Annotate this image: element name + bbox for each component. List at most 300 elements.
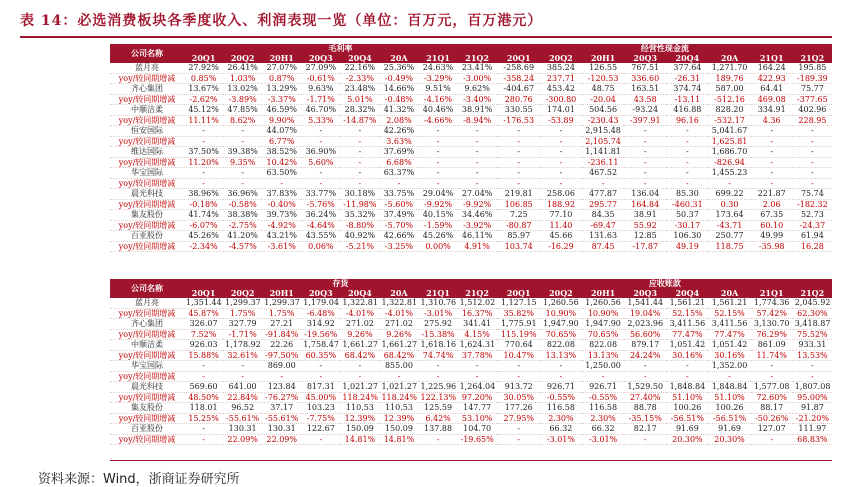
table-cell: 35.32% [340, 210, 379, 221]
table-cell: 341.41 [458, 319, 497, 330]
table-cell: 2.06 [751, 199, 793, 210]
table-cell: 3,418.87 [794, 319, 831, 328]
table-cell: 37.83% [262, 189, 301, 200]
table-cell: 38.91% [458, 105, 497, 116]
table-cell: 91.69 [666, 424, 708, 435]
company-row [110, 84, 832, 95]
table-cell: -0.40% [262, 199, 301, 210]
table-cell: - [340, 371, 379, 382]
period-header: 20A [379, 288, 418, 298]
table-cell: 5,041.67 [708, 126, 750, 137]
table-cell: 45.12% [184, 105, 223, 116]
table-cell: 123.84 [262, 382, 301, 393]
table-cell: - [223, 126, 262, 137]
table-cell: 64.41 [751, 84, 793, 95]
table-cell: -91.84% [262, 329, 301, 340]
yoy-row [110, 157, 832, 168]
company-name: 百亚股份 [110, 231, 184, 242]
table-cell: -3.01% [419, 308, 458, 319]
company-row [110, 424, 832, 435]
table-cell: 1,264.04 [459, 382, 496, 391]
table-cell: 85.97 [498, 231, 540, 242]
yoy-label: yoy/较同期增减 [110, 178, 184, 189]
table-cell: 1,561.21 [708, 298, 750, 308]
table-cell: 4.91% [458, 241, 497, 252]
period-header: 20H1 [582, 53, 624, 63]
table-cell: 2.30% [540, 413, 582, 424]
table-cell: -56.51% [666, 413, 708, 424]
table-cell: -176.53 [498, 115, 540, 126]
group-header-gross-margin: 毛利率 [184, 44, 497, 53]
table-cell: 27.04% [458, 189, 497, 200]
group-header-inventory: 存货 [184, 279, 497, 288]
yoy-row [110, 308, 832, 319]
table-cell: 48.75 [582, 84, 624, 95]
table-cell: - [666, 371, 708, 382]
table-cell: -30.17 [666, 220, 708, 231]
company-row [110, 63, 832, 73]
company-name: 蓝月亮 [110, 63, 184, 73]
company-row [110, 361, 832, 372]
company-name: 晨光科技 [110, 382, 184, 393]
table-cell: - [751, 168, 793, 179]
table-cell: 44.07% [262, 126, 301, 137]
table-cell: 87.45 [582, 241, 624, 252]
table-cell: - [223, 168, 262, 179]
table-bottom-rule [110, 460, 832, 461]
table-cell: 75.74 [793, 189, 832, 200]
table-cell: - [458, 157, 497, 168]
company-row [110, 147, 832, 158]
table-cell: 16.37% [458, 308, 497, 319]
table-cell: -4.16% [419, 94, 458, 105]
period-header: 20Q1 [184, 53, 223, 63]
table-cell: 1,021.27 [381, 382, 418, 391]
table-cell: 4.36 [751, 115, 793, 126]
table-cell: 767.51 [624, 63, 666, 73]
table-cell: -0.55% [540, 392, 582, 403]
table-cell: 913.72 [498, 382, 540, 393]
table-cell: 36.90% [301, 147, 340, 158]
company-name: 维达国际 [110, 147, 184, 158]
table-cell: 33.75% [379, 189, 418, 200]
table-cell: 1,529.50 [624, 382, 666, 393]
table-cell: -0.48% [379, 94, 418, 105]
table-cell: 33.77% [301, 189, 340, 200]
company-row [110, 403, 832, 414]
table-cell: -4.01% [379, 308, 418, 319]
table-cell: 38.91 [624, 210, 666, 221]
table-cell: - [184, 126, 223, 137]
table-cell: 27.40% [624, 392, 666, 403]
table-cell: - [624, 168, 666, 179]
table-cell: 1,455.23 [708, 168, 750, 179]
table-cell: - [340, 168, 379, 179]
table-cell: 116.58 [582, 403, 624, 414]
table-cell: 43.55% [301, 231, 340, 242]
table-cell: -80.87 [498, 220, 540, 231]
table-cell: -397.91 [624, 115, 666, 126]
table-cell: - [301, 434, 340, 445]
table-cell: 0.06% [301, 241, 340, 252]
period-header: 20Q4 [340, 288, 379, 298]
table-cell: -4.57% [223, 241, 262, 252]
table-cell: 52.15% [666, 308, 708, 319]
table-cell: 1,127.15 [498, 298, 540, 308]
table-cell: 26.41% [223, 63, 262, 73]
table-cell: 29.04% [419, 189, 458, 200]
table-cell: 250.77 [708, 231, 750, 242]
table-cell: 118.01 [184, 403, 223, 414]
period-header: 20H1 [582, 288, 624, 298]
table-cell: 13.67% [184, 84, 223, 95]
table-cell: 32.61% [223, 350, 262, 361]
table-cell: 22.84% [223, 392, 262, 403]
table-cell: 57.42% [751, 308, 793, 319]
table-cell: 23.41% [458, 63, 497, 73]
table-cell: 42.66% [379, 231, 418, 242]
table-cell: 163.51 [624, 84, 666, 95]
table-cell: -53.89 [540, 115, 582, 126]
table-cell: 330.55 [498, 105, 540, 116]
table-cell: -5.76% [301, 199, 340, 210]
table-cell: 12.39% [340, 413, 379, 424]
table-cell: 469.08 [751, 94, 793, 105]
company-name: 恒安国际 [110, 126, 184, 137]
table-cell: 1,141.81 [582, 147, 624, 158]
period-header: 20Q4 [666, 288, 708, 298]
table-cell: 118.24% [342, 392, 378, 402]
company-name: 蓝月亮 [110, 298, 184, 308]
table-cell: 12.39% [379, 413, 418, 424]
table-cell: 271.02 [379, 319, 418, 330]
period-header: 21Q2 [793, 53, 832, 63]
group-header-receivables: 应收账款 [498, 279, 832, 288]
table-cell: 15.88% [184, 350, 223, 361]
yoy-label: yoy/较同期增减 [110, 73, 184, 84]
table-cell: 1,625.81 [708, 136, 750, 147]
company-row [110, 105, 832, 116]
table-cell: 467.52 [582, 168, 624, 179]
table-cell: 55.92 [624, 220, 666, 231]
company-row [110, 189, 832, 200]
table-cell: 1.03% [223, 73, 262, 84]
table-cell: -17.87 [624, 241, 666, 252]
table-cell: 84.35 [582, 210, 624, 221]
period-header: 21Q1 [751, 53, 793, 63]
table-cell: - [666, 136, 708, 147]
table-cell: -5.21% [340, 241, 379, 252]
yoy-label: yoy/较同期增减 [110, 220, 184, 231]
table-cell: - [340, 147, 379, 158]
table-cell: -182.32 [793, 199, 832, 210]
table-cell: 110.53 [379, 403, 418, 414]
table-cell: -236.11 [582, 157, 624, 168]
table-cell: - [582, 178, 624, 189]
table-cell: 326.07 [184, 319, 223, 330]
period-header: 21Q2 [793, 288, 832, 298]
table-cell: -0.58% [223, 199, 262, 210]
table-cell: 30.16% [666, 350, 708, 361]
table-cell: 122.13% [420, 392, 457, 402]
table-cell: 40.15% [419, 210, 458, 221]
table-cell: 10.42% [262, 157, 301, 168]
table-cell: 77.10 [540, 210, 582, 221]
yoy-row [110, 178, 832, 189]
table-cell: 39.38% [223, 147, 262, 158]
table-cell: -3.01% [582, 434, 624, 445]
table-cell: - [793, 126, 832, 137]
table-cell: 402.96 [793, 105, 832, 116]
table-cell: 228.95 [793, 115, 832, 126]
period-header: 20Q3 [624, 53, 666, 63]
yoy-label: yoy/较同期增减 [110, 434, 184, 445]
table-cell: - [498, 126, 540, 137]
table-cell: - [708, 178, 750, 189]
table-cell: 1,322.81 [342, 298, 378, 307]
table-cell: 164.84 [624, 199, 666, 210]
table-cell: 855.00 [379, 361, 418, 372]
table-cell: -0.61% [301, 73, 340, 84]
table-cell: - [540, 157, 582, 168]
table-cell: - [540, 147, 582, 158]
period-header: 21Q2 [458, 288, 497, 298]
table-cell: - [540, 178, 582, 189]
table-cell: 7.25 [498, 210, 540, 221]
table-cell: -2.34% [184, 241, 223, 252]
table-cell: 314.92 [301, 319, 340, 330]
table-cell: 30.05% [498, 392, 540, 403]
yoy-label: yoy/较同期增减 [110, 115, 184, 126]
table-cell: - [793, 157, 832, 168]
table-cell: 9.90% [262, 115, 301, 126]
company-row [110, 319, 832, 330]
table-cell: 45.00% [301, 392, 340, 403]
table-cell: -7.75% [301, 413, 340, 424]
table-cell: 1.75% [223, 308, 262, 319]
table-cell: -97.50% [262, 350, 301, 361]
table-cell: 13.53% [793, 350, 832, 361]
table-cell: -3.01% [540, 434, 582, 445]
table-cell: - [540, 126, 582, 137]
table-cell: 587.00 [708, 84, 750, 95]
table-cell: 453.42 [540, 84, 582, 95]
table-cell: -76.27% [262, 392, 301, 403]
table-cell: - [708, 371, 750, 382]
table-cell: 219.81 [498, 189, 540, 200]
table-cell: - [751, 126, 793, 137]
table-cell: 41.32% [379, 105, 418, 116]
table-cell: - [498, 168, 540, 179]
table-cell: 82.17 [624, 424, 666, 435]
table-cell: - [419, 178, 458, 189]
table-cell: 15.25% [184, 413, 223, 424]
table-cell: 1,947.90 [540, 319, 582, 330]
table-cell: - [458, 126, 497, 137]
table-cell: - [419, 168, 458, 179]
table-cell: 27.95% [498, 413, 540, 424]
table-cell: -14.87% [340, 115, 379, 126]
period-header: 20Q4 [340, 53, 379, 63]
table-cell: 7.52% [184, 329, 223, 340]
table-cell: 66.32 [540, 424, 582, 435]
table-cell: - [540, 361, 582, 372]
table-cell: -21.20% [793, 413, 832, 424]
table-cell: 130.31 [262, 424, 301, 435]
table-cell: 2,915.48 [582, 126, 624, 137]
table-cell: 14.81% [379, 434, 418, 445]
table-cell: - [301, 361, 340, 372]
table-cell: 2,023.96 [624, 319, 666, 330]
table-cell: 118.75 [708, 241, 750, 252]
table-cell: -3.37% [262, 94, 301, 105]
table-cell: -19.65% [458, 434, 497, 445]
table-cell: -50.26% [751, 413, 793, 424]
table-cell: -189.39 [793, 73, 832, 84]
period-header: 21Q1 [419, 53, 458, 63]
yoy-row [110, 413, 832, 424]
period-header: 21Q1 [751, 288, 793, 298]
table-cell: - [184, 361, 223, 372]
company-name: 齐心集团 [110, 84, 184, 95]
table-cell: 37.50% [184, 147, 223, 158]
table-cell: 100.26 [708, 403, 750, 414]
period-header: 20H1 [262, 53, 301, 63]
table-cell: 477.87 [582, 189, 624, 200]
company-name-header: 公司名称 [110, 279, 184, 298]
yoy-row [110, 115, 832, 126]
table-cell: 61.94 [793, 231, 832, 242]
table-cell: 926.71 [582, 382, 624, 393]
table-cell: 24.63% [419, 63, 458, 73]
table-cell: -55.61% [262, 413, 301, 424]
table-cell: - [419, 361, 458, 372]
table-cell: - [498, 361, 540, 372]
table-cell: - [666, 168, 708, 179]
company-name: 中顺洁柔 [110, 340, 184, 351]
table-cell: -3.92% [458, 220, 497, 231]
table-cell: 136.04 [624, 189, 666, 200]
table-cell: - [751, 178, 793, 189]
table-cell: 275.92 [419, 319, 458, 330]
table-cell: 189.76 [708, 73, 750, 84]
table-cell: - [582, 371, 624, 382]
table-cell: - [184, 371, 223, 382]
table-cell: 416.88 [666, 105, 708, 116]
table-cell: - [498, 136, 540, 147]
table-cell: 1.75% [262, 308, 301, 319]
table-cell: 9.62% [458, 84, 497, 95]
table-cell: 37.17 [262, 403, 301, 414]
table-cell: 188.92 [540, 199, 582, 210]
table-cell: 374.74 [666, 84, 708, 95]
table-cell: 6.68% [379, 157, 418, 168]
table-cell: - [624, 361, 666, 372]
table-cell: 41.74% [184, 210, 223, 221]
table-cell: 1,322.81 [381, 298, 418, 307]
table-cell: 91.69 [708, 424, 750, 435]
table-cell: 14.66% [379, 84, 418, 95]
table-cell: 770.64 [498, 340, 540, 351]
yoy-row [110, 199, 832, 210]
table-cell: 67.35 [751, 210, 793, 221]
table-cell: 5.60% [301, 157, 340, 168]
table-cell: -5.60% [379, 199, 418, 210]
table-cell: 38.52% [262, 147, 301, 158]
table-cell: -8.80% [340, 220, 379, 231]
yoy-label: yoy/较同期增减 [110, 308, 184, 319]
company-row [110, 210, 832, 221]
table-cell: 334.91 [751, 105, 793, 116]
table-cell: 13.29% [262, 84, 301, 95]
table-cell: 22.09% [223, 434, 262, 445]
table-cell: 869.00 [262, 361, 301, 372]
table-cell: - [301, 371, 340, 382]
table-cell: - [340, 157, 379, 168]
table-cell: 1,225.96 [420, 382, 457, 391]
table-cell: 1,051.42 [708, 340, 750, 351]
table-cell: - [751, 147, 793, 158]
period-header: 20Q3 [624, 288, 666, 298]
table-cell: - [624, 147, 666, 158]
table-cell: 126.55 [582, 63, 624, 73]
period-header: 20Q2 [223, 288, 262, 298]
table-cell: - [262, 371, 301, 382]
table-cell: - [624, 136, 666, 147]
yoy-row [110, 220, 832, 231]
table-cell: 1,051.42 [666, 340, 708, 351]
company-row [110, 340, 832, 351]
table-inventory-receivables [110, 279, 832, 445]
table-cell: 195.85 [793, 63, 832, 73]
table-cell: 60.35% [301, 350, 340, 361]
table-cell: 46.59% [262, 105, 301, 116]
table-cell: 27.07% [262, 63, 301, 73]
table-cell: -26.31 [666, 73, 708, 84]
table-cell: 56.60% [624, 329, 666, 340]
table-cell: 3,411.56 [666, 319, 708, 330]
table-cell: 1,577.08 [751, 382, 793, 393]
table-cell: - [184, 136, 223, 147]
period-header: 21Q1 [419, 288, 458, 298]
table-cell: -55.61% [223, 413, 262, 424]
table-cell: - [340, 361, 379, 372]
table-cell: 127.07 [751, 424, 793, 435]
table-cell: - [340, 178, 379, 189]
table-cell: 66.32 [582, 424, 624, 435]
table-cell: -4.92% [262, 220, 301, 231]
table-cell: 27.09% [301, 63, 340, 73]
table-cell: 173.64 [708, 210, 750, 221]
table-cell: -15.38% [419, 329, 458, 340]
table-cell: 5.33% [301, 115, 340, 126]
group-header-operating-cashflow: 经营性现金流 [498, 44, 832, 53]
table-cell: - [301, 126, 340, 137]
table-cell: 377.64 [666, 63, 708, 73]
table-cell: 22.09% [262, 434, 301, 445]
table-cell: 879.17 [624, 340, 666, 351]
yoy-row [110, 392, 832, 403]
table-cell: - [498, 424, 540, 435]
table-cell: -3.25% [379, 241, 418, 252]
table-cell: 88.78 [624, 403, 666, 414]
table-cell: -35.98 [751, 241, 793, 252]
table-cell: 16.28 [793, 241, 832, 252]
table-cell: 110.53 [340, 403, 379, 414]
table-cell: 37.69% [379, 147, 418, 158]
table-cell: - [498, 371, 540, 382]
table-cell: 85.30 [666, 189, 708, 200]
